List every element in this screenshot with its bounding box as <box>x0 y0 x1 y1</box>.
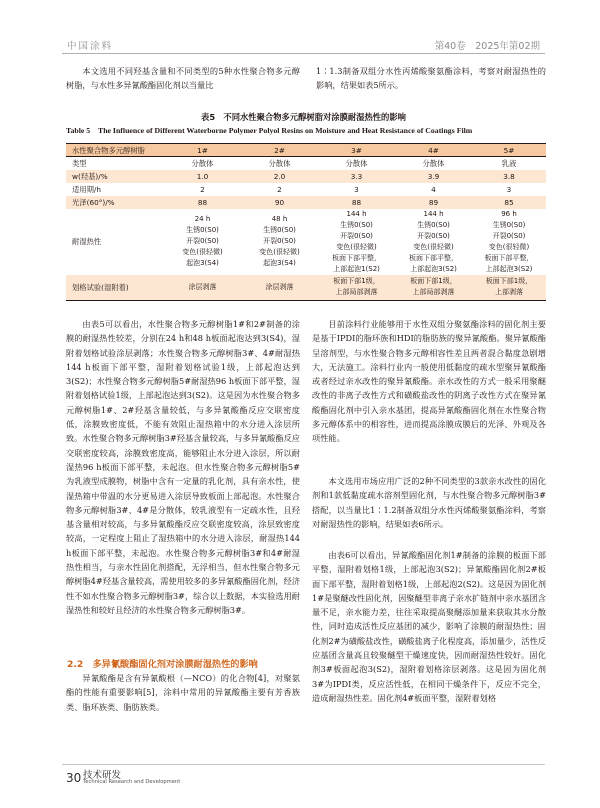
table5-row-label: 耐湿热性 <box>72 237 102 246</box>
section-2-2-heading: 2.2 多异氰酸酯固化剂对涂膜耐湿热性的影响 <box>67 659 258 670</box>
table5-cell: 3 <box>354 184 359 194</box>
table5-cell-line: 144 h <box>346 209 367 218</box>
table5-cell-line: 生锈0(S0) <box>492 220 526 229</box>
table5-header-label: 水性聚合物多元醇树脂 <box>66 144 164 157</box>
table5-row <box>66 209 546 275</box>
table5-caption-en: Table 5 The Influence of Different Waterborne Polymer Polyol Resins on Moisture and Heat Resistance of Coatings Film <box>66 126 473 135</box>
table5-cell: 2.0 <box>241 170 318 183</box>
table5-cell <box>241 209 318 275</box>
table5-cell: 88 <box>318 196 395 209</box>
table5-cell <box>164 275 241 301</box>
table5-cell-line: 上部局部剥落 <box>335 288 378 297</box>
table5-header-resin: 1# <box>164 144 241 157</box>
right-paragraph-3: 由表6可以看出，异氰酸酯固化剂1#制备的涂膜的板面下部平整，湿附着划格1级，上部起泡3(S2)；异氰酸酯固化剂2#板面下部平整，湿附着划格1级，上部起泡2(S2)。这是因为固化剂1#是聚醚改性固化剂，因聚醚型非离子亲水扩链剂中亲水基团含量不足，亲水能力差，往往采取提高聚醚添加量来获取其水分散性，同时造成活性反应基团的减少，影响了涂膜的耐湿热性；固化剂2#为磺酸盐改性，磺酸盐离子化程度高，添加量少，活性反应基团含量高且较聚醚型干燥速度快，因而耐湿热性较好。固化剂3#板面起泡3(S2)，湿附着划格涂层剥落。这是因为固化剂3#为IPDI类，反应活性低，在相同干燥条件下，反应不完全，造成耐湿热性差。固化剂4#板面平整，湿附着划格 <box>312 550 546 703</box>
intro-left-paragraph: 本文选用不同羟基含量和不同类型的5种水性聚合物多元醇树脂，与水性多异氰酸酯固化剂以当量比 <box>66 66 300 91</box>
table5-cell: 2 <box>277 184 282 194</box>
footer-column-title-en: Technical Research and Development <box>83 779 181 785</box>
table5-cell-line: 板面下部1级， <box>333 277 380 286</box>
table5-cell-line: 开裂0(S0) <box>340 231 373 240</box>
table5-cell <box>395 209 472 275</box>
table5-cell: 3.3 <box>318 170 395 183</box>
table5-cell: 2 <box>200 184 205 194</box>
table5-row <box>66 196 546 209</box>
table5-cell-line: 变色(很轻微) <box>336 242 377 251</box>
table5-cell: 3.9 <box>395 170 472 183</box>
table5-cell <box>395 275 472 301</box>
table5-cell-line: 起泡3(S4) <box>263 259 296 267</box>
table5-cell: 分散体 <box>268 158 291 168</box>
table5-cell-line: 48 h <box>271 215 288 223</box>
table5-header-resin: 3# <box>318 144 395 157</box>
table5-cell-line: 板面下部平整， <box>409 253 458 262</box>
table5-cell-line: 生锈0(S0) <box>263 226 296 234</box>
table5-cell <box>472 209 546 275</box>
table5-cell-line: 板面下部1级， <box>410 277 457 286</box>
table5-cell-line: 板面下部1级， <box>485 277 533 286</box>
table5-header-row <box>66 144 546 157</box>
table5-cell-line: 涂层剥落 <box>188 282 217 291</box>
table5-row-label: 适用期/h <box>72 184 101 194</box>
table5-cell <box>241 275 318 301</box>
header-rule <box>62 53 545 54</box>
table5-cell: 乳液 <box>501 158 517 168</box>
table5-row <box>66 157 546 170</box>
table5 <box>66 143 546 301</box>
table5-cell-line: 变色(很轻微) <box>259 248 300 256</box>
table5-row <box>66 170 546 183</box>
table5-cell: 1.0 <box>164 170 241 183</box>
footer-column-title: 技术研发 <box>83 770 122 781</box>
table5-cell-line: 板面下部平整， <box>484 253 534 262</box>
table5-header-resin: 2# <box>241 144 318 157</box>
table5-cell <box>164 209 241 275</box>
table5-cell-line: 生锈0(S0) <box>186 226 219 234</box>
table5-cell <box>472 275 546 301</box>
page-number: 30 <box>66 771 82 785</box>
table5-cell-line: 144 h <box>423 209 444 218</box>
table5-cell-line: 生锈0(S0) <box>417 220 450 229</box>
table5-cell-line: 上部剥落 <box>495 288 523 297</box>
table5-cell-line: 开裂0(S0) <box>417 231 450 240</box>
table5-cell <box>318 275 395 301</box>
table5-cell-line: 变色(很轻微) <box>488 242 530 251</box>
table5-cell-line: 生锈0(S0) <box>340 220 373 229</box>
table5-row-label: 类型 <box>72 158 87 168</box>
table5-cell-line: 96 h <box>501 209 517 218</box>
table5-row <box>66 275 546 301</box>
footer-rule <box>62 764 545 765</box>
table5-cell <box>318 209 395 275</box>
table5-header-resin: 4# <box>395 144 472 157</box>
table5-cell: 分散体 <box>191 158 214 168</box>
left-paragraph-2: 异氰酸酯是含有异氰酸根（—NCO）的化合物[4]，对聚氨酯的性能有重要影响[5]，涂料中常用的异氰酸酯主要有芳香族类、脂环族类、脂肪族类。 <box>66 673 300 712</box>
right-paragraph-1: 目前涂料行业能够用于水性双组分聚氨酯涂料的固化剂主要是基于IPDI的脂环族和HDI的脂肪族的聚异氰酸酯。聚异氰酸酯呈溶剂型，与水性聚合物多元醇相容性差且两者混合黏度急剧增大，无法施工。涂料行业内一般使用低黏度的疏水型聚异氰酸酯或者经过亲水改性的聚异氰酸酯。亲水改性的方式一般采用聚醚改性的非离子改性方式和磺酸盐改性的阴离子改性方式在聚异氰酸酯固化剂中引入亲水基团，提高异氰酸酯固化剂在水性聚合物多元醇体系中的相容性，进而提高涂膜成膜后的光泽、外观及各项性能。 <box>312 319 546 444</box>
table5-cell-line: 板面下部平整， <box>332 253 381 262</box>
left-paragraph-1: 由表5可以看出，水性聚合物多元醇树脂1#和2#制备的涂膜的耐湿热性较差，分别在24 h和48 h板面起泡达到3(S4)，湿附着划格试验涂层剥落；水性聚合物多元醇树脂3#、4#耐湿热144 h板面下部平整，湿附着划格试验1级，上部起泡达到3(S2)；水性聚合物多元醇树脂5#耐湿热96 h板面下部平整，湿附着划格试验1级，上部起泡达到3(S2)。这是因为水性聚合物多元醇树脂1#、2#羟基含量较低，与多异氰酸酯反应交联密度低，涂膜致密度低，不能有效阻止湿热箱中的水分进入涂层所致。水性聚合物多元醇树脂3#羟基含量较高，与多异氰酸酯反应交联密度较高，涂膜致密度高，能够阻止水分进入涂层，所以耐湿热96 h板面下部平整，未起泡。但水性聚合物多元醇树脂5#为乳液型成膜物，树脂中含有一定量的乳化剂，具有亲水性，使湿热箱中带温的水分更易进入涂层导致板面上部起泡。水性聚合物多元醇树脂3#、4#是分散体，较乳液型有一定疏水性，且羟基含量相对较高，与多异氰酸酯反应交联密度较高，涂层致密度较高，一定程度上阻止了湿热箱中的水分进入涂层，耐湿热144 h板面下部平整，未起泡。水性聚合物多元醇树脂3#和4#耐湿热性相当，与亲水性固化剂搭配，无浮相当，但水性聚合物多元醇树脂4#羟基含量较高，需使用较多的多异氰酸酯固化剂，经济性不如水性聚合物多元醇树脂3#，综合以上数据，本实验选用耐湿热性和较好且经济的水性聚合物多元醇树脂3#。 <box>66 319 300 615</box>
table5-cell: 89 <box>395 196 472 209</box>
table5-cell: 3.8 <box>472 170 546 183</box>
intro-right-paragraph: 1∶1.3制备双组分水性丙烯酸聚氨酯涂料，考察对耐湿热性的影响，结果如表5所示。 <box>316 66 546 91</box>
table5-cell: 90 <box>241 196 318 209</box>
right-paragraph-2: 本文选用市场应用广泛的2种不同类型的3款亲水改性的固化剂和1款低黏度疏水溶剂型固化剂，与水性聚合物多元醇树脂3#搭配，以当量比1∶1.2制备双组分水性丙烯酸聚氨酯涂料，考察对耐湿热性的影响，结果如表6所示。 <box>312 476 546 529</box>
table5-caption-cn: 表5 不同水性聚合物多元醇树脂对涂膜耐湿热性的影响 <box>201 112 406 122</box>
issue-info: 第40卷 2025年第02期 <box>434 41 540 52</box>
table5-cell: 分散体 <box>345 158 368 168</box>
table5-cell-line: 开裂0(S0) <box>186 237 219 245</box>
table5-cell-line: 上部局部剥落 <box>412 288 455 297</box>
table5-row-label: 光泽(60°)/% <box>66 196 164 209</box>
table5-cell-line: 起泡3(S4) <box>186 259 219 267</box>
table5-cell: 分散体 <box>422 158 445 168</box>
table5-cell-line: 变色(很轻微) <box>413 242 454 251</box>
table5-cell: 88 <box>164 196 241 209</box>
table5-cell-line: 变色(很轻微) <box>182 248 223 256</box>
table5-cell-line: 开裂0(S0) <box>492 231 526 240</box>
journal-name: 中国涂料 <box>67 41 114 52</box>
table5-cell-line: 上部起泡1(S2) <box>333 264 380 273</box>
table5-cell-line: 24 h <box>194 215 211 223</box>
table5-cell: 3 <box>506 184 512 194</box>
table5-header-resin: 5# <box>472 144 546 157</box>
table5-cell: 4 <box>431 184 436 194</box>
table5-cell-line: 上部起泡3(S2) <box>410 264 457 273</box>
table5-row-label: w(羟基)/% <box>66 170 164 183</box>
table5-row <box>66 183 546 196</box>
table5-cell: 85 <box>472 196 546 209</box>
table5-cell-line: 上部起泡3(S2) <box>485 264 533 273</box>
table5-cell-line: 开裂0(S0) <box>263 237 296 245</box>
table5-row-label: 划格试验(湿附着) <box>66 275 164 301</box>
table5-cell-line: 涂层剥落 <box>265 282 294 291</box>
